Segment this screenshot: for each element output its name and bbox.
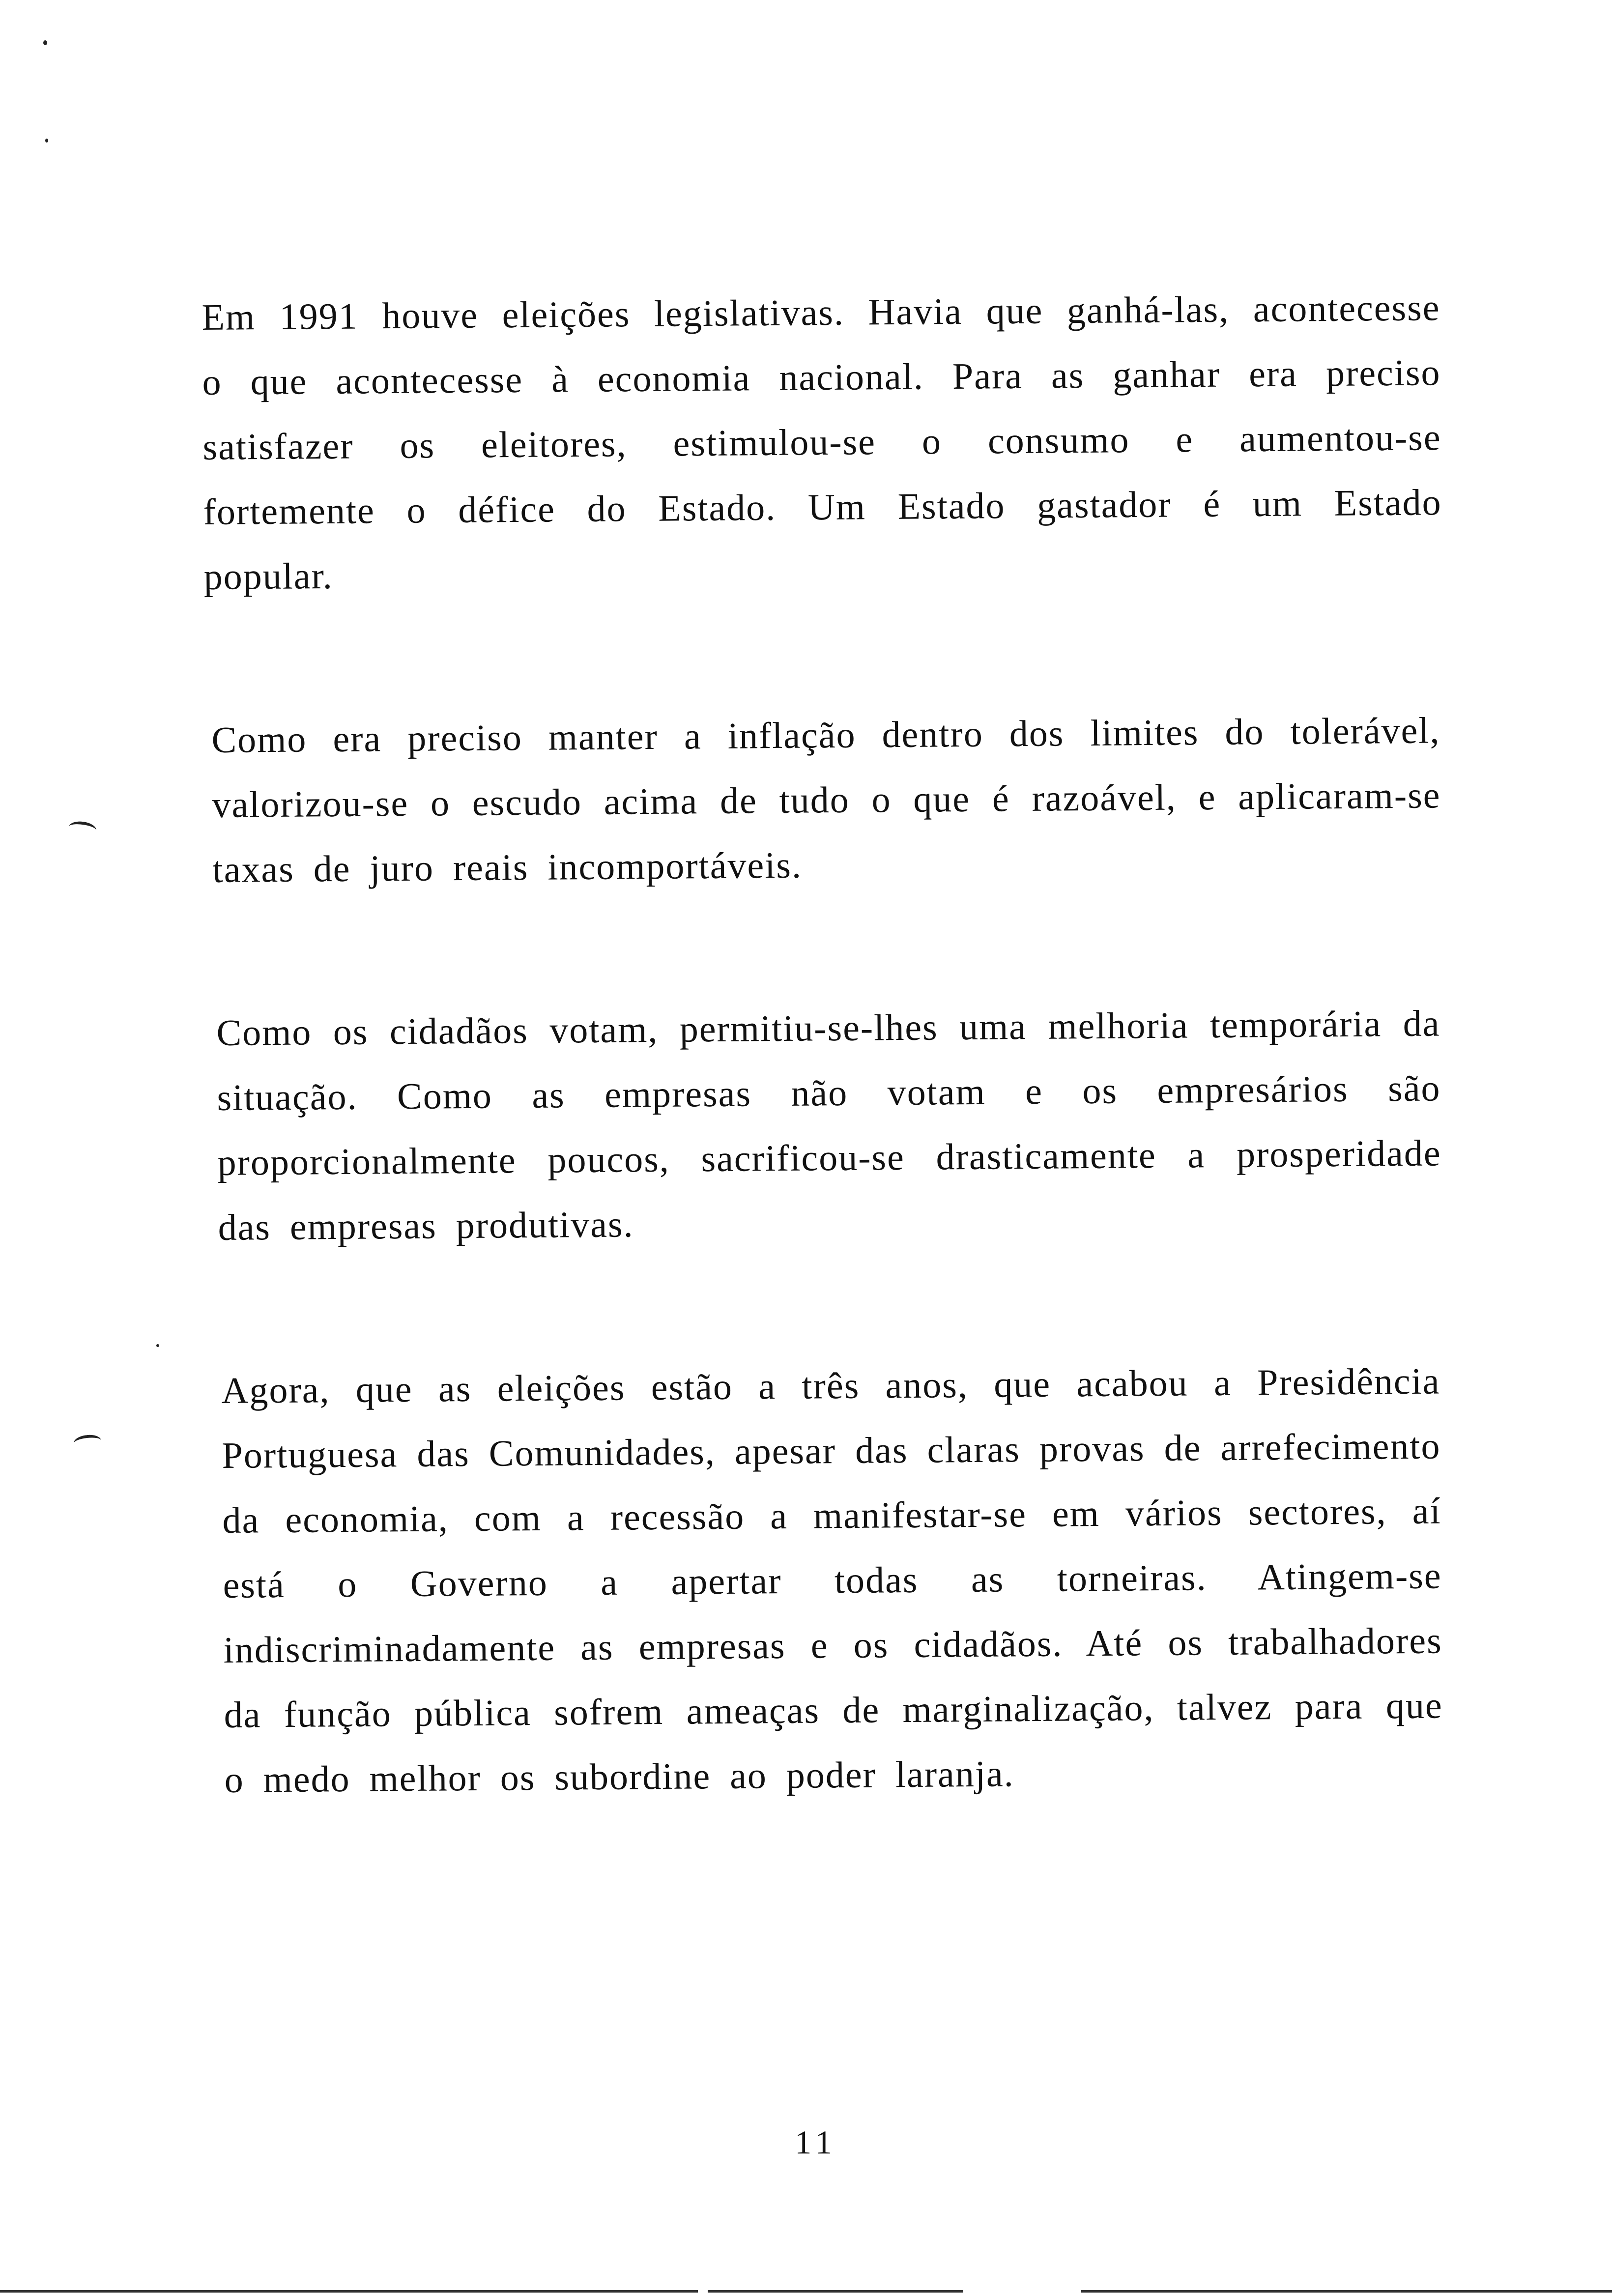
rule-segment — [1081, 2290, 1612, 2293]
scan-speck — [43, 40, 47, 45]
rule-segment — [0, 2290, 698, 2293]
paragraph-4: Agora, que as eleições estão a três anos, que acabou a Presidência Portuguesa das Comunidades, apesar das claras provas de arrefecimento da economia, com a recessão a manifestar-se em vários sectores, aí está o Governo a apertar todas as torneiras. Atingem-se indiscriminadamente as empresas e os cidadãos. Até os trabalhadores da função pública sofrem ameaças de marginalização, talvez para que o medo melhor os subordine ao poder laranja. — [221, 1360, 1443, 1801]
scan-speck — [45, 139, 48, 143]
scan-speck — [156, 1344, 159, 1347]
binding-mark — [68, 820, 97, 837]
body-text — [202, 285, 1443, 1911]
paragraph-1: Em 1991 houve eleições legislativas. Havia que ganhá-las, acontecesse o que acontecesse à economia nacional. Para as ganhar era preciso satisfazer os eleitores, estimulou-se o consumo e aumentou-se fortemente o défice do Estado. Um Estado gastador é um Estado popular. — [202, 287, 1442, 598]
rule-segment — [708, 2290, 963, 2293]
paragraph-2: Como era preciso manter a inflação dentro dos limites do tolerável, valorizou-se o escudo acima de tudo o que é razoável, e aplicaram-se taxas de juro reais incomportáveis. — [211, 710, 1441, 890]
binding-mark — [73, 1434, 102, 1450]
page-number: 11 — [795, 2124, 837, 2161]
paragraph-3: Como os cidadãos votam, permitiu-se-lhes uma melhoria temporária da situação. Como as empresas não votam e os empresários são proporcionalmente poucos, sacrificou-se drasticamente a prosperidade das empresas produtivas. — [216, 1003, 1441, 1248]
bottom-edge-rule — [0, 2286, 1612, 2296]
